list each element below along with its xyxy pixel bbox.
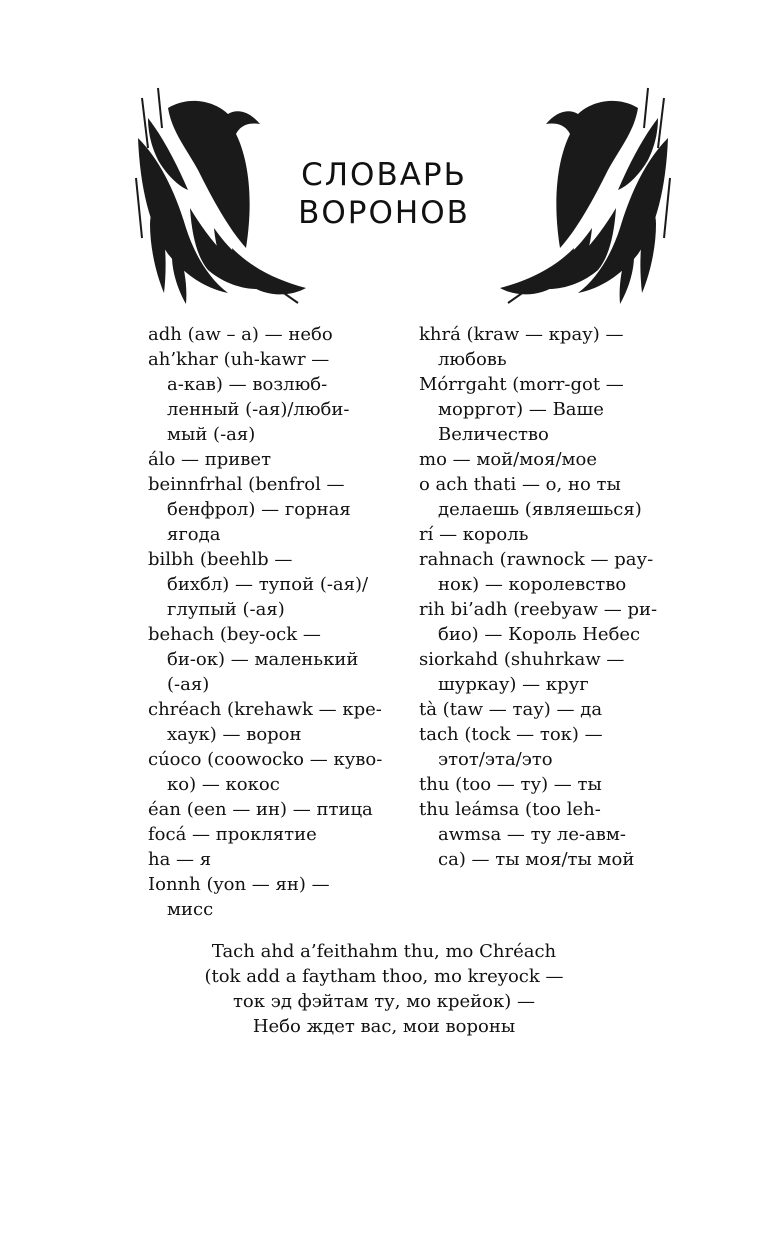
glossary-entry: Mórrgaht (morr-got — [419,374,624,395]
glossary-line-continuation: делаешь (являешься) [438,499,642,520]
glossary-line-continuation: ленный (-ая)/люби- [167,399,350,420]
glossary-entry: adh (aw – a) — небо [148,324,333,345]
glossary-line-continuation: био) — Король Небес [438,624,641,645]
glossary-line-continuation: са) — ты моя/ты мой [438,849,635,870]
glossary-line-continuation: любовь [438,349,507,370]
glossary-entry: thu leámsa (too leh- [419,799,601,820]
glossary-line-continuation: ягода [167,524,221,545]
glossary-line-continuation: шуркау) — круг [438,674,589,695]
glossary-line-continuation: мый (-ая) [167,424,256,445]
glossary-entry: álo — привет [148,449,272,470]
glossary-entry: rahnach (rawnock — рау- [419,549,654,570]
closing-line: ток эд фэйтам ту, мо крейок) — [232,991,536,1012]
closing-line: Tach ahd a’feithahm thu, mo Chréach [211,941,557,962]
glossary-entry: éan (een — ин) — птица [148,799,373,820]
glossary-entry: behach (bey-ock — [148,624,321,645]
glossary-right-column [419,322,679,872]
glossary-line-continuation: бихбл) — тупой (-ая)/ [167,574,369,595]
glossary-line-continuation: бенфрол) — горная [167,499,351,520]
glossary-left-column [148,322,398,922]
glossary-entry: rih bi’adh (reebyaw — ри- [419,599,658,620]
glossary-entry: cúoco (coowocko — куво- [148,749,383,770]
glossary-line-continuation: (-ая) [167,674,210,695]
closing-phrase [0,939,768,1039]
glossary-entry: khrá (kraw — крау) — [419,324,624,345]
glossary-entry: Ionnh (yon — ян) — [148,874,330,895]
closing-line: Небо ждет вас, мои вороны [252,1016,516,1037]
glossary-entry: bilbh (beehlb — [148,549,293,570]
glossary-entry: siorkahd (shuhrkaw — [419,649,625,670]
closing-line: (tok add a faytham thoo, mo kreyock — [204,966,564,987]
glossary-entry: chréach (krehawk — кре- [148,699,382,720]
page-title [0,156,768,232]
glossary-line-continuation: нок) — королевство [438,574,627,595]
glossary-line-continuation: глупый (-ая) [167,599,285,620]
glossary-line-continuation: мисс [167,899,214,920]
glossary-entry: focá — проклятие [148,824,317,845]
glossary-line-continuation: ко) — кокос [167,774,280,795]
glossary-entry: thu (too — ту) — ты [419,774,602,795]
title-line-1: СЛОВАРЬ [301,157,467,193]
glossary-entry: mo — мой/моя/мое [419,449,597,470]
glossary-line-continuation: awmsa — ту ле-авм- [438,824,627,845]
glossary-line-continuation: би-ок) — маленький [167,649,359,670]
glossary-line-continuation: хаук) — ворон [167,724,302,745]
glossary-entry: tach (tock — ток) — [419,724,603,745]
glossary-entry: o ach thati — о, но ты [419,474,621,495]
glossary-entry: ah’khar (uh-kawr — [148,349,330,370]
title-line-2: ВОРОНОВ [298,195,470,231]
glossary-line-continuation: этот/эта/это [438,749,553,770]
glossary-line-continuation: а-кав) — возлюб- [167,374,328,395]
glossary-entry: beinnfrhal (benfrol — [148,474,345,495]
glossary-line-continuation: Величество [438,424,549,445]
glossary-line-continuation: морргот) — Ваше [438,399,604,420]
glossary-entry: ha — я [148,849,212,870]
glossary-entry: rí — король [419,524,529,545]
glossary-entry: tà (taw — тау) — да [419,699,603,720]
